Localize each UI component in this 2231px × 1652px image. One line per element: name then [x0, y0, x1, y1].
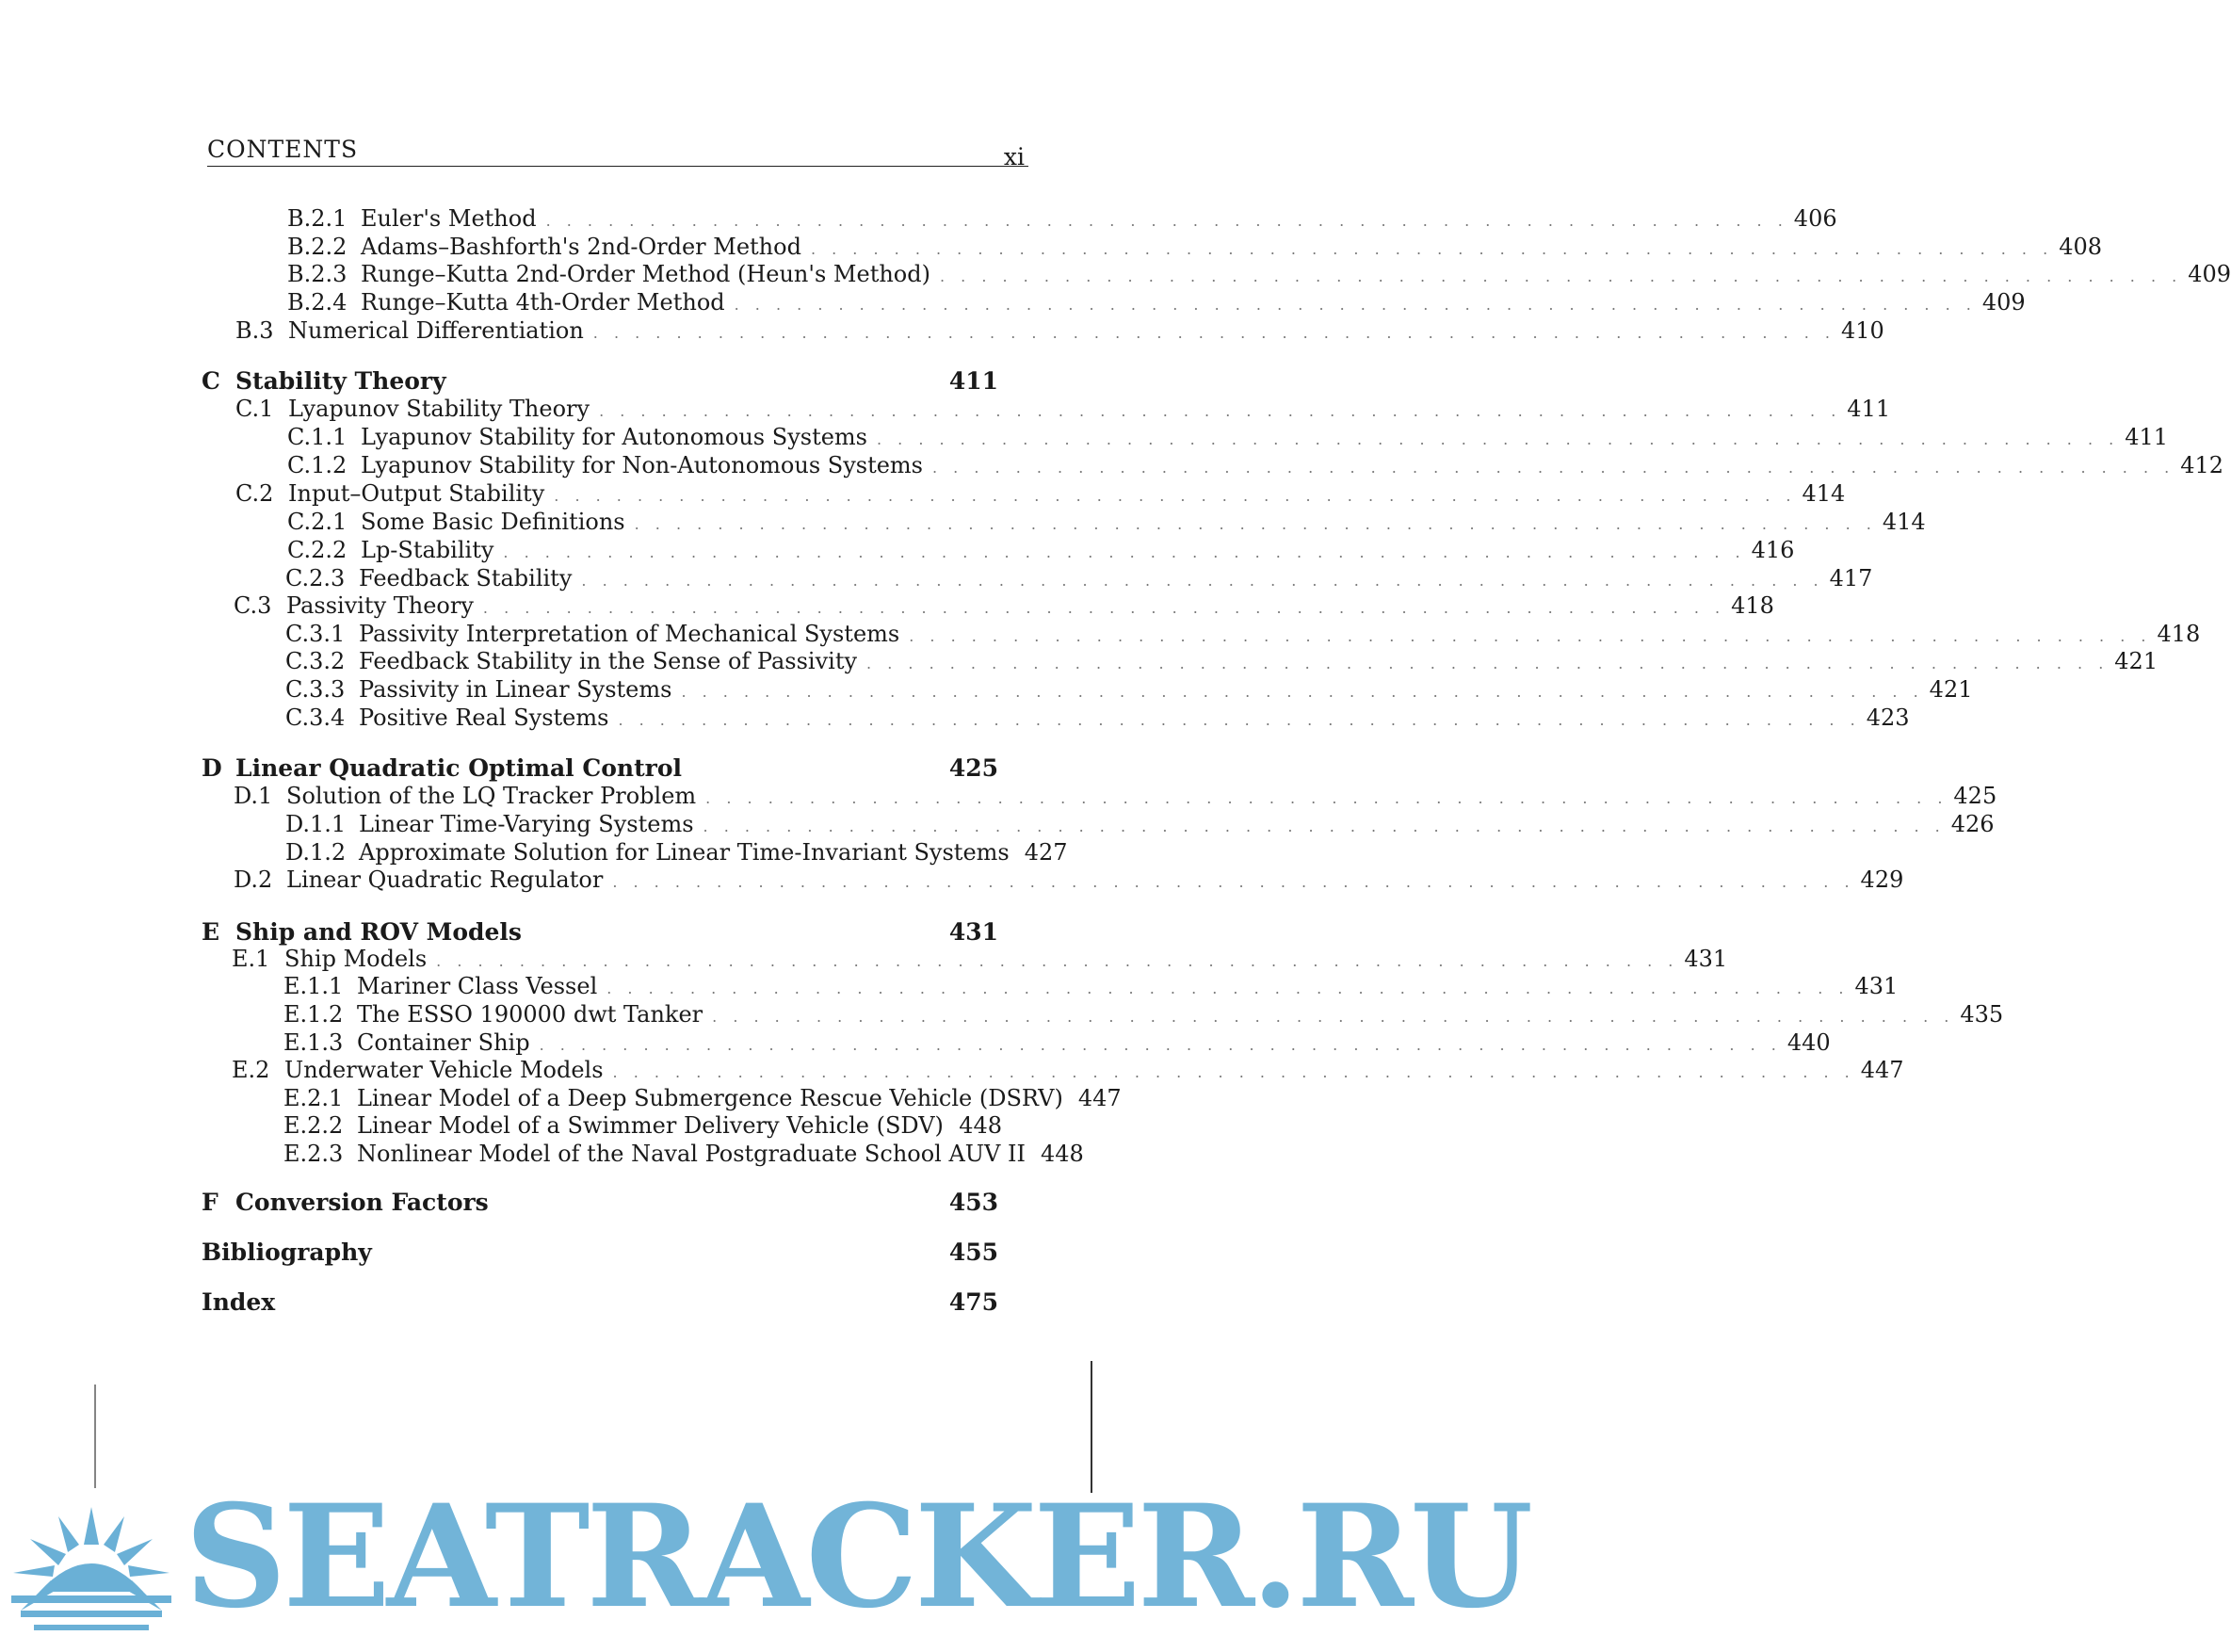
entry-number: D.1.1 — [285, 811, 347, 837]
entry-title: Lyapunov Stability for Non-Autonomous Systems — [361, 452, 923, 478]
entry-title: Bibliography — [202, 1239, 372, 1266]
entry-number: E.2.2 — [283, 1112, 344, 1139]
entry-title: Lp-Stability — [361, 537, 494, 563]
entry-page: 417 — [1829, 565, 1873, 591]
subsection-entry[interactable] — [283, 1085, 1122, 1113]
entry-title: Index — [202, 1288, 276, 1316]
dot-leader — [705, 789, 1948, 807]
chapter-entry[interactable] — [202, 1239, 998, 1267]
entry-page: 425 — [1953, 783, 1997, 809]
entry-title: Feedback Stability — [359, 565, 573, 591]
dot-leader — [599, 402, 1841, 420]
entry-number: D.1 — [234, 783, 273, 809]
entry-number: B.3 — [235, 317, 274, 344]
section-entry[interactable] — [232, 946, 1728, 974]
entry-number: C — [202, 367, 220, 395]
entry-page: 411 — [2125, 424, 2169, 450]
entry-title: Ship Models — [284, 946, 428, 972]
entry-title: Lyapunov Stability Theory — [288, 396, 590, 422]
entry-title: Linear Quadratic Regulator — [286, 866, 604, 893]
section-entry[interactable] — [234, 783, 1997, 811]
section-entry[interactable] — [234, 866, 1904, 895]
section-entry[interactable] — [232, 1057, 1904, 1085]
entry-title: Lyapunov Stability for Autonomous Systems — [361, 424, 867, 450]
dot-leader — [503, 543, 1745, 561]
subsection-entry[interactable] — [285, 705, 1910, 733]
entry-title: Linear Quadratic Optimal Control — [235, 754, 682, 782]
page-header — [207, 132, 1028, 170]
dot-leader — [618, 711, 1860, 729]
scan-margin-mark-right — [1091, 1361, 1092, 1493]
entry-number: C.3 — [234, 592, 272, 619]
entry-number: E.2.1 — [283, 1085, 344, 1111]
entry-page: 475 — [948, 1288, 998, 1316]
subsection-entry[interactable] — [283, 1141, 1084, 1169]
chapter-entry[interactable] — [202, 754, 998, 783]
entry-number: C.3.2 — [285, 648, 346, 674]
entry-number: D — [202, 754, 222, 782]
dot-leader — [877, 430, 2119, 448]
entry-title: Underwater Vehicle Models — [284, 1057, 604, 1083]
entry-title: Mariner Class Vessel — [357, 973, 598, 999]
entry-number: B.2.4 — [287, 289, 348, 316]
dot-leader — [483, 599, 1725, 617]
entry-title: Container Ship — [357, 1029, 530, 1056]
entry-page: 409 — [1981, 289, 2026, 316]
dot-leader — [866, 655, 2109, 672]
entry-page: 427 — [1024, 839, 1068, 866]
dot-leader — [436, 952, 1678, 970]
entry-title: Runge–Kutta 4th-Order Method — [361, 289, 725, 316]
entry-page: 448 — [1040, 1141, 1084, 1167]
entry-page: 435 — [1960, 1001, 2004, 1028]
subsection-entry[interactable] — [283, 973, 1899, 1001]
entry-number: C.3.1 — [285, 621, 346, 647]
subsection-entry[interactable] — [285, 676, 1973, 705]
entry-number: C.2 — [235, 480, 274, 507]
dot-leader — [581, 572, 1823, 590]
entry-title: Conversion Factors — [235, 1189, 489, 1216]
dot-leader — [940, 267, 2182, 285]
entry-title: Numerical Differentiation — [288, 317, 584, 344]
subsection-entry[interactable] — [287, 424, 2169, 452]
entry-number: E.1.1 — [283, 973, 344, 999]
entry-number: B.2.1 — [287, 205, 348, 232]
entry-title: Linear Time-Varying Systems — [359, 811, 694, 837]
watermark — [0, 1474, 1529, 1652]
entry-number: E.1.2 — [283, 1001, 344, 1028]
entry-page: 429 — [1860, 866, 1904, 893]
dot-leader — [811, 240, 2053, 258]
entry-page: 411 — [1847, 396, 1891, 422]
dot-leader — [540, 1036, 1782, 1054]
entry-page: 447 — [1077, 1085, 1122, 1111]
dot-leader — [554, 487, 1796, 505]
section-entry[interactable] — [235, 396, 1891, 424]
dot-leader — [932, 459, 2174, 477]
dot-leader — [681, 683, 1923, 701]
entry-title: The ESSO 190000 dwt Tanker — [357, 1001, 703, 1028]
running-title: CONTENTS — [207, 136, 359, 163]
entry-page: 411 — [948, 367, 998, 395]
sun-logo-icon — [2, 1479, 181, 1652]
chapter-entry[interactable] — [202, 918, 998, 947]
scan-margin-mark-left — [94, 1385, 96, 1488]
entry-title: Input–Output Stability — [288, 480, 545, 507]
subsection-entry[interactable] — [287, 205, 1837, 234]
entry-page: 408 — [2059, 234, 2102, 260]
entry-title: Passivity Interpretation of Mechanical Systems — [359, 621, 900, 647]
entry-page: 453 — [948, 1189, 998, 1216]
entry-title: Euler's Method — [361, 205, 537, 232]
subsection-entry[interactable] — [285, 839, 1068, 867]
dot-leader — [613, 1063, 1855, 1081]
entry-number: C.1.1 — [287, 424, 348, 450]
entry-number: E.2 — [232, 1057, 270, 1083]
entry-number: B.2.3 — [287, 261, 348, 287]
entry-title: Approximate Solution for Linear Time-Invariant Systems — [359, 839, 1010, 866]
entry-title: Linear Model of a Deep Submergence Rescue Vehicle (DSRV) — [357, 1085, 1063, 1111]
entry-page: 414 — [1802, 480, 1846, 507]
entry-number: D.2 — [234, 866, 273, 893]
subsection-entry[interactable] — [287, 261, 2231, 289]
subsection-entry[interactable] — [285, 565, 1873, 593]
entry-title: Linear Model of a Swimmer Delivery Vehicle (SDV) — [357, 1112, 944, 1139]
entry-number: C.2.3 — [285, 565, 346, 591]
entry-page: 410 — [1841, 317, 1884, 344]
chapter-entry[interactable] — [202, 1189, 998, 1217]
subsection-entry[interactable] — [287, 509, 1926, 537]
page-number: xi — [1003, 143, 1025, 170]
entry-page: 431 — [1854, 973, 1899, 999]
chapter-entry[interactable] — [202, 367, 998, 396]
subsection-entry[interactable] — [285, 648, 2158, 676]
entry-page: 431 — [948, 918, 998, 946]
entry-number: C.2.1 — [287, 509, 348, 535]
entry-number: E — [202, 918, 220, 946]
subsection-entry[interactable] — [287, 452, 2224, 480]
entry-title: Passivity Theory — [286, 592, 474, 619]
entry-page: 416 — [1751, 537, 1795, 563]
entry-title: Feedback Stability in the Sense of Passivity — [359, 648, 858, 674]
entry-number: E.1.3 — [283, 1029, 344, 1056]
subsection-entry[interactable] — [287, 234, 2102, 262]
subsection-entry[interactable] — [285, 811, 1995, 839]
entry-title: Some Basic Definitions — [361, 509, 625, 535]
subsection-entry[interactable] — [287, 289, 2026, 317]
entry-page: 423 — [1866, 705, 1910, 731]
dot-leader — [703, 818, 1946, 835]
entry-page: 406 — [1793, 205, 1837, 232]
subsection-entry[interactable] — [283, 1029, 1831, 1058]
entry-title: Ship and ROV Models — [235, 918, 522, 946]
dot-leader — [735, 296, 1977, 314]
entry-page: 447 — [1860, 1057, 1904, 1083]
entry-page: 418 — [1731, 592, 1774, 619]
entry-title: Adams–Bashforth's 2nd-Order Method — [361, 234, 801, 260]
dot-leader — [606, 980, 1849, 997]
dot-leader — [546, 212, 1788, 230]
entry-number: E.1 — [232, 946, 270, 972]
watermark-text: SEATRACKER.RU — [185, 1474, 1529, 1640]
subsection-entry[interactable] — [283, 1112, 1002, 1141]
entry-title: Solution of the LQ Tracker Problem — [286, 783, 697, 809]
entry-number: B.2.2 — [287, 234, 348, 260]
entry-number: D.1.2 — [285, 839, 347, 866]
entry-page: 418 — [2157, 621, 2201, 647]
entry-page: 426 — [1950, 811, 1995, 837]
dot-leader — [909, 627, 2151, 645]
dot-leader — [593, 324, 1835, 342]
entry-page: 455 — [948, 1239, 998, 1266]
entry-page: 421 — [1929, 676, 1973, 703]
entry-page: 409 — [2188, 261, 2231, 287]
entry-page: 440 — [1786, 1029, 1831, 1056]
subsection-entry[interactable] — [287, 537, 1795, 565]
dot-leader — [635, 515, 1877, 533]
entry-number: E.2.3 — [283, 1141, 344, 1167]
entry-title: Runge–Kutta 2nd-Order Method (Heun's Method) — [361, 261, 930, 287]
entry-title: Positive Real Systems — [359, 705, 609, 731]
section-entry[interactable] — [235, 480, 1846, 509]
entry-number: C.2.2 — [287, 537, 348, 563]
section-entry[interactable] — [235, 317, 1884, 346]
entry-number: C.3.4 — [285, 705, 346, 731]
entry-number: C.3.3 — [285, 676, 346, 703]
chapter-entry[interactable] — [202, 1288, 998, 1317]
subsection-entry[interactable] — [283, 1001, 2004, 1029]
entry-title: Passivity in Linear Systems — [359, 676, 672, 703]
subsection-entry[interactable] — [285, 621, 2201, 649]
entry-page: 414 — [1882, 509, 1926, 535]
dot-leader — [612, 873, 1854, 891]
entry-page: 431 — [1684, 946, 1728, 972]
entry-page: 425 — [948, 754, 998, 782]
entry-page: 448 — [959, 1112, 1002, 1139]
entry-page: 412 — [2180, 452, 2224, 478]
entry-title: Nonlinear Model of the Naval Postgraduate School AUV II — [357, 1141, 1026, 1167]
dot-leader — [712, 1008, 1954, 1026]
entry-page: 421 — [2114, 648, 2158, 674]
entry-number: C.1.2 — [287, 452, 348, 478]
section-entry[interactable] — [234, 592, 1774, 621]
entry-number: F — [202, 1189, 218, 1216]
entry-title: Stability Theory — [235, 367, 446, 395]
entry-number: C.1 — [235, 396, 274, 422]
